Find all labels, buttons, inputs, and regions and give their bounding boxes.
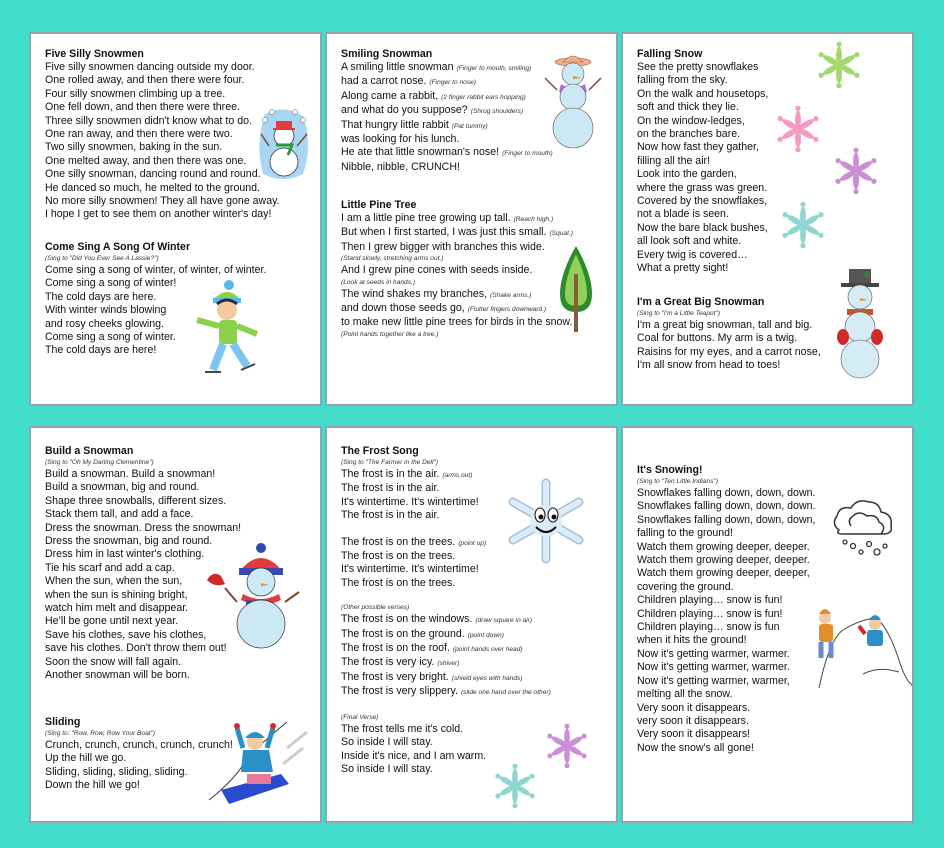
song-direction: (Final Verse) (341, 713, 379, 721)
lyric-text: Up the hill we go. (45, 752, 127, 765)
song-line (637, 262, 768, 275)
song-line (637, 168, 768, 181)
lyric-text: He’ll be gone until next year. (45, 615, 179, 628)
song-title: Falling Snow (637, 48, 703, 60)
lyric-text: Four silly snowmen climbing up a tree. (45, 87, 226, 100)
lyric-text: That hungry little rabbit (341, 118, 449, 131)
song-great-big-snowman (637, 296, 821, 373)
lyric-text: Down the hill we go! (45, 779, 140, 792)
song-line (45, 141, 280, 154)
song-direction: (Look at seeds in hands.) (341, 278, 416, 286)
song-line (637, 128, 768, 141)
action-note: (point up) (458, 539, 487, 547)
juggling-snowman-illustration (257, 104, 311, 182)
child-on-sled-illustration (207, 718, 311, 810)
song-line (341, 241, 573, 254)
song-title: Come Sing A Song Of Winter (45, 241, 191, 253)
action-note: (2 finger rabbit ears hopping) (441, 93, 526, 101)
song-line (45, 115, 280, 128)
song-line (45, 508, 241, 521)
lyric-text: Snowflakes falling down, down, down, (637, 513, 816, 526)
lyric-text: and rosy cheeks glowing. (45, 317, 164, 330)
lyric-text: soft and thick they lie. (637, 101, 739, 114)
song-lines (45, 739, 233, 793)
lyric-text: Look into the garden, (637, 168, 737, 181)
song-line (45, 495, 241, 508)
song-line (341, 264, 573, 277)
song-line (45, 182, 280, 195)
song-line (45, 128, 280, 141)
song-line (341, 146, 553, 160)
song-title: The Frost Song (341, 445, 419, 457)
lyric-text: Then I grew bigger with branches this wide. (341, 240, 545, 253)
lyric-text: very soon it disappears. (637, 714, 749, 727)
lyric-text: So inside I will stay. (341, 762, 433, 775)
lyric-text: The cold days are here! (45, 344, 157, 357)
song-line (341, 316, 573, 329)
lyric-text: not a blade is seen. (637, 208, 729, 221)
song-line (637, 88, 768, 101)
lyric-text: Now it's getting warmer, warmer. (637, 661, 790, 674)
lyric-text: The wind shakes my branches, (341, 287, 488, 300)
snowflake-teal-icon (780, 202, 826, 248)
song-line (341, 61, 553, 75)
song-direction: (Point hands together like a tree.) (341, 330, 439, 338)
song-tune: (Sing to "Ten Little Indians") (637, 478, 719, 485)
lyric-text: Come sing a song of winter. (45, 331, 176, 344)
song-line (45, 264, 266, 277)
pine-tree-illustration (558, 244, 594, 334)
song-line (637, 359, 821, 372)
song-line (341, 161, 553, 174)
song-line (341, 577, 551, 590)
lyric-text: One silly snowman, dancing round and round. (45, 168, 261, 181)
stanza-gap (341, 700, 551, 713)
lyric-text: Three silly snowmen didn't know what to do. (45, 114, 252, 127)
lyric-text: Now it's getting warmer, warmer, (637, 674, 790, 687)
action-note: (shiver) (437, 660, 460, 668)
song-line (341, 685, 551, 699)
song-title: Little Pine Tree (341, 199, 417, 211)
lyric-text: But when I first started, I was just this small. (341, 226, 547, 239)
song-tune: (Sing to "Did You Ever See A Lassie?") (45, 255, 159, 262)
lyric-text: The frost is on the trees. (341, 576, 456, 589)
lyric-text: The frost is on the trees. (341, 535, 456, 548)
lyric-text: No more silly snowmen! They all have gone away. (45, 195, 280, 208)
lyric-text: He ate that little snowman's nose! (341, 146, 500, 159)
song-line (637, 621, 815, 634)
song-line (637, 514, 815, 527)
lyric-text: When the sun, when the sun, (45, 575, 183, 588)
lyric-text: Watch them growing deeper, deeper. (637, 554, 810, 567)
song-line (637, 332, 821, 345)
song-tune: (Sing to: "Row, Row, Row Your Boat") (45, 730, 156, 737)
song-line (45, 752, 233, 765)
lyric-text: filling all the air! (637, 154, 711, 167)
lyric-text: Children playing… snow is fun! (637, 607, 783, 620)
action-note: (Finger to nose) (429, 79, 476, 87)
song-line (341, 288, 573, 302)
lyric-text: Very soon it disappears. (637, 701, 751, 714)
song-title: Sliding (45, 716, 81, 728)
song-line (637, 675, 815, 688)
song-line (637, 319, 821, 332)
song-little-pine-tree (341, 199, 573, 340)
song-line (341, 563, 551, 576)
song-line (45, 481, 241, 494)
song-line (637, 702, 815, 715)
page-5 (325, 426, 618, 823)
song-line (45, 61, 280, 74)
snowflake-purple-icon (545, 724, 589, 768)
lyric-text: On the window-ledges, (637, 114, 745, 127)
lyric-text: and down those seeds go, (341, 302, 465, 315)
lyric-text: He danced so much, he melted to the ground. (45, 181, 260, 194)
lyric-text: It's wintertime. It's wintertime! (341, 563, 479, 576)
lyric-text: The frost is in the air. (341, 482, 440, 495)
song-line (637, 527, 815, 540)
song-line (637, 141, 768, 154)
lyric-text: The frost tells me it's cold. (341, 722, 464, 735)
lyric-text: Coal for buttons. My arm is a twig. (637, 332, 798, 345)
song-line (637, 581, 815, 594)
action-note: (Reach high.) (513, 216, 554, 223)
page-3 (621, 32, 914, 406)
action-note: (Finger to mouth, smiling) (456, 65, 532, 72)
lyric-text: Tie his scarf and add a cap. (45, 561, 175, 574)
lyric-text: falling to the ground! (637, 527, 734, 540)
song-line (341, 90, 553, 104)
song-line (45, 74, 280, 87)
lyric-text: One melted away, and then there was one. (45, 154, 247, 167)
song-line (341, 750, 551, 763)
song-line (45, 669, 241, 682)
song-tune: (Sing to "The Farmer in the Dell") (341, 459, 439, 466)
lyric-text: Now the snow's all gone! (637, 741, 754, 754)
action-note: (Pat tummy) (451, 122, 488, 130)
song-title: I'm a Great Big Snowman (637, 296, 765, 308)
lyric-text: on the branches bare. (637, 128, 741, 141)
snowflake-pink-icon (775, 106, 821, 152)
song-line (637, 235, 768, 248)
lyric-text: Now the bare black bushes, (637, 221, 768, 234)
action-note: (Flutter fingers downward.) (467, 306, 547, 314)
lyric-text: to make new little pine trees for birds in the snow. (341, 316, 573, 329)
lyric-text: Shape three snowballs, different sizes. (45, 494, 227, 507)
song-line (637, 222, 768, 235)
song-line (637, 101, 768, 114)
song-line (637, 208, 768, 221)
song-line (45, 168, 280, 181)
song-line (637, 742, 815, 755)
lyric-text: Snowflakes falling down, down, down. (637, 487, 816, 499)
song-line (341, 642, 551, 656)
lyric-text: was looking for his lunch. (341, 133, 460, 146)
lyric-text: Come sing a song of winter, of winter, of winter. (45, 264, 267, 276)
song-line (341, 75, 553, 89)
song-line (637, 182, 768, 195)
song-lines (637, 319, 821, 373)
lyric-text: See the pretty snowflakes (637, 61, 759, 73)
page-1 (29, 32, 322, 406)
action-note: (point hands over head) (452, 646, 523, 654)
song-line (341, 104, 553, 118)
song-line (45, 766, 233, 779)
lyric-text: Crunch, crunch, crunch, crunch, crunch! (45, 739, 233, 751)
song-line (45, 739, 233, 752)
song-line (637, 61, 768, 74)
lyric-text: Now how fast they gather, (637, 141, 759, 154)
lyric-text: The frost is very bright. (341, 670, 449, 683)
lyric-text: Covered by the snowflakes, (637, 195, 768, 208)
snowman-with-hat-illustration (543, 52, 603, 152)
action-note: (Shake arms.) (490, 291, 532, 299)
song-line (637, 608, 815, 621)
song-line (45, 195, 280, 208)
lyric-text: Children playing… snow is fun! (637, 594, 783, 607)
song-line (637, 487, 815, 500)
lyric-text: I am a little pine tree growing up tall. (341, 212, 511, 224)
song-line (637, 661, 815, 674)
lyric-text: One fell down, and then there were three. (45, 101, 240, 114)
song-sliding (45, 716, 233, 793)
song-line (637, 541, 815, 554)
song-line (637, 155, 768, 168)
lyric-text: Another snowman will be born. (45, 669, 190, 682)
lyric-text: Nibble, nibble, CRUNCH! (341, 160, 460, 173)
song-line (45, 101, 280, 114)
song-line (45, 779, 233, 792)
lyric-text: Dress the snowman, big and round. (45, 535, 213, 548)
song-line (341, 656, 551, 670)
song-line (45, 656, 241, 669)
song-line (637, 634, 815, 647)
song-lines (341, 212, 573, 340)
lyric-text: Two silly snowmen, baking in the sun. (45, 141, 223, 154)
lyric-text: What a pretty sight! (637, 262, 729, 275)
song-line (341, 736, 551, 749)
song-line (637, 554, 815, 567)
song-line (637, 115, 768, 128)
lyric-text: So inside I will stay. (341, 736, 433, 749)
lyric-text: On the walk and housetops, (637, 87, 769, 100)
stanza-gap (341, 590, 551, 603)
song-line (341, 119, 553, 133)
lyric-text: Build a snowman, big and round. (45, 481, 200, 494)
song-line (341, 671, 551, 685)
action-note: (point down) (467, 631, 504, 639)
lyric-text: I'm all snow from head to toes! (637, 359, 781, 372)
lyric-text: The frost is on the trees. (341, 550, 456, 563)
song-line (45, 88, 280, 101)
song-direction: (Stand slowly, stretching arms out.) (341, 255, 444, 263)
lyric-text: The frost is on the windows. (341, 613, 473, 626)
lyric-text: Inside it's nice, and I am warm. (341, 749, 487, 762)
lyric-text: With winter winds blowing (45, 304, 167, 317)
lyric-text: The frost is on the ground. (341, 627, 465, 640)
song-smiling-snowman (341, 48, 553, 174)
lyric-text: One rolled away, and then there were four. (45, 74, 245, 87)
lyric-text: Every twig is covered… (637, 248, 748, 261)
lyric-text: The frost is very icy. (341, 656, 435, 669)
song-line (341, 226, 573, 240)
snow-cloud-icon (831, 496, 897, 562)
song-lines (637, 61, 768, 276)
lyric-text: The frost is in the air. (341, 468, 440, 480)
song-line (341, 613, 551, 627)
lyric-text: One ran away, and then there were two. (45, 128, 233, 141)
action-note: (draw square in air) (475, 617, 533, 625)
action-note: (shield eyes with hands) (451, 674, 523, 682)
song-falling-snow (637, 48, 768, 276)
lyric-text: Stack them tall, and add a face. (45, 508, 194, 521)
lyric-text: The frost is in the air. (341, 509, 440, 522)
lyric-text: Watch them growing deeper, deeper. (637, 540, 810, 553)
song-line (341, 212, 573, 226)
page-6 (621, 426, 914, 823)
lyric-text: where the grass was green. (637, 181, 768, 194)
smiling-snowflake-illustration (499, 478, 593, 564)
lyric-text: Raisins for my eyes, and a carrot nose, (637, 345, 821, 358)
song-lines (45, 61, 280, 222)
snowman-with-cardinal-illustration (203, 540, 303, 650)
song-line (637, 74, 768, 87)
song-line (341, 302, 573, 316)
action-note: (Finger to mouth) (502, 150, 553, 158)
action-note: (Shrug shoulders) (470, 108, 524, 116)
page-4 (29, 426, 322, 823)
lyric-text: And I grew pine cones with seeds inside. (341, 264, 533, 277)
top-hat-snowman-illustration (825, 267, 895, 379)
song-five-silly-snowmen (45, 48, 280, 222)
song-line (45, 522, 241, 535)
lyric-text: when the sun is shining bright, (45, 588, 188, 601)
song-line (45, 208, 280, 221)
song-title: Five Silly Snowmen (45, 48, 144, 60)
lyric-text: covering the ground. (637, 580, 734, 593)
lyric-text: Watch them growing deeper, deeper, (637, 567, 810, 580)
song-lines (341, 61, 553, 174)
skating-child-illustration (191, 278, 261, 378)
lyric-text: Dress the snowman. Dress the snowman! (45, 521, 242, 534)
snowflake-purple-icon (833, 148, 879, 194)
song-line (45, 468, 241, 481)
song-line (637, 195, 768, 208)
children-on-hill-illustration (809, 600, 913, 692)
song-title: Smiling Snowman (341, 48, 433, 60)
song-line (637, 688, 815, 701)
page-2 (325, 32, 618, 406)
action-note: (Squat.) (549, 230, 573, 238)
lyric-text: It's wintertime. It's wintertime! (341, 495, 479, 508)
snowflake-green-icon (816, 42, 862, 88)
lyric-text: watch him melt and disappear. (45, 602, 189, 615)
action-note: (slide one hand over the other) (460, 689, 551, 697)
song-direction: (Other possible verses) (341, 604, 410, 612)
lyric-text: I hope I get to see them on another winter's day! (45, 208, 272, 221)
lyric-text: falling from the sky. (637, 74, 728, 87)
song-its-snowing (637, 464, 815, 755)
song-line (637, 594, 815, 607)
lyric-text: The frost is on the roof. (341, 642, 450, 655)
lyric-text: and what do you suppose? (341, 104, 468, 117)
song-title: It's Snowing! (637, 464, 703, 476)
lyric-text: when it hits the ground! (637, 634, 747, 647)
lyric-text: Snowflakes falling down, down, down. (637, 500, 816, 513)
lyric-text: had a carrot nose. (341, 75, 427, 88)
song-line (637, 715, 815, 728)
lyric-text: all look soft and white. (637, 235, 742, 248)
lyric-text: Build a snowman. Build a snowman! (45, 468, 216, 480)
lyric-text: Come sing a song of winter! (45, 277, 177, 290)
lyric-text: The frost is very slippery. (341, 685, 458, 698)
lyric-text: I'm a great big snowman, tall and big. (637, 319, 813, 331)
song-line (637, 249, 768, 262)
lyric-text: Soon the snow will fall again. (45, 655, 182, 668)
lyric-text: Save his clothes, save his clothes, (45, 628, 207, 641)
lyric-text: Sliding, sliding, sliding, sliding. (45, 765, 188, 778)
song-lines (637, 487, 815, 755)
song-line (341, 133, 553, 146)
action-note: (arms out) (442, 472, 473, 479)
song-tune: (Sing to "Oh My Darling Clementine") (45, 459, 154, 466)
lyric-text: The cold days are here. (45, 290, 157, 303)
lyric-text: melting all the snow. (637, 688, 733, 701)
lyric-text: A smiling little snowman (341, 61, 454, 73)
lyric-text: Five silly snowmen dancing outside my door. (45, 61, 255, 73)
lyric-text: save his clothes. Don't throw them out! (45, 642, 227, 655)
song-line (637, 500, 815, 513)
song-line (637, 728, 815, 741)
song-title: Build a Snowman (45, 445, 134, 457)
lyric-text: Along came a rabbit, (341, 89, 439, 102)
lyric-text: Dress him in last winter's clothing. (45, 548, 205, 561)
song-line (637, 346, 821, 359)
song-line (45, 155, 280, 168)
song-tune: (Sing to "I'm a Little Teapot") (637, 310, 721, 317)
lyric-text: Children playing… snow is fun (637, 621, 780, 634)
song-line (341, 723, 551, 736)
lyric-text: Very soon it disappears! (637, 728, 751, 741)
snowflake-teal-icon (493, 764, 537, 808)
song-line (637, 648, 815, 661)
song-line (341, 628, 551, 642)
lyric-text: Now it's getting warmer, warmer. (637, 647, 790, 660)
song-line (637, 567, 815, 580)
